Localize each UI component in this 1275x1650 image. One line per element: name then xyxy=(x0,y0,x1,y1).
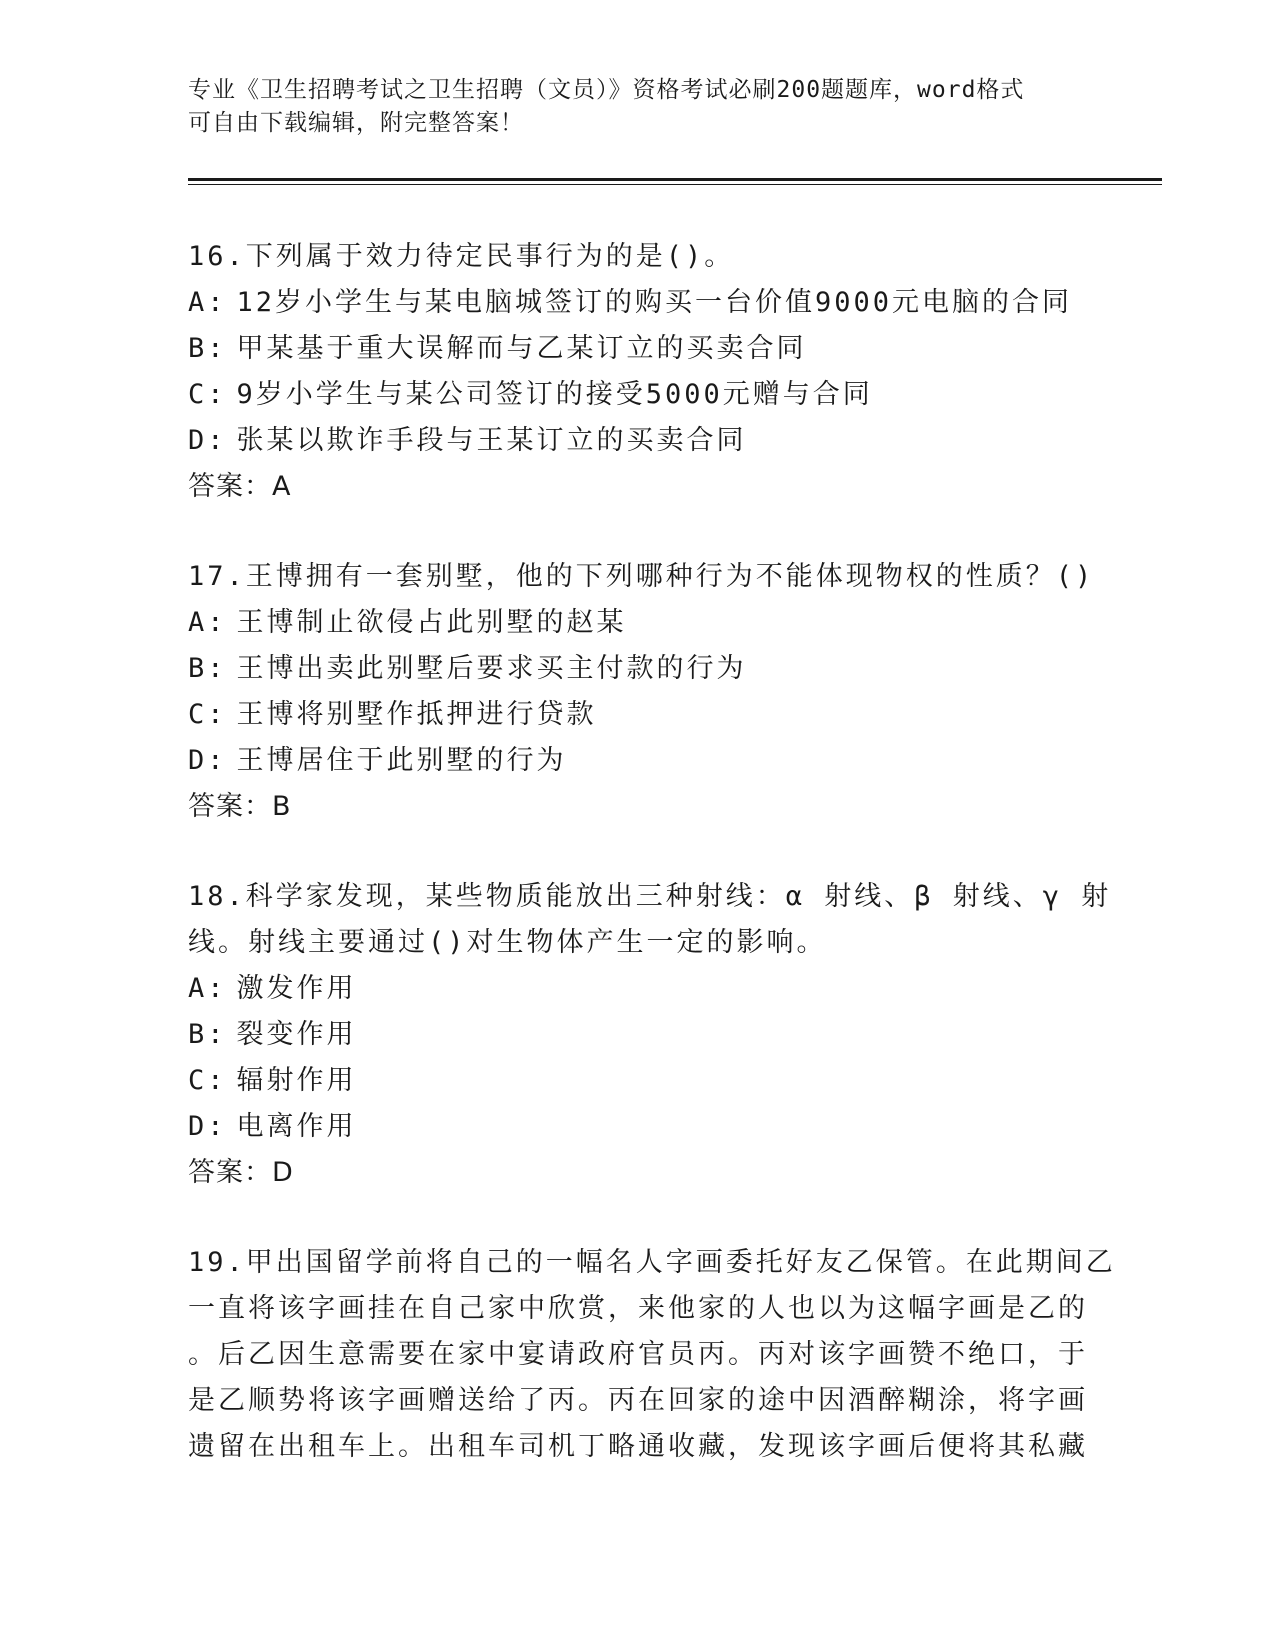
option-key: B: xyxy=(188,333,227,364)
option-key: B: xyxy=(188,1019,227,1050)
option-a xyxy=(188,966,1088,1012)
option-c xyxy=(188,372,1088,418)
option-text: 张某以欺诈手段与王某订立的买卖合同 xyxy=(236,425,747,456)
header-divider-thick xyxy=(188,178,1162,181)
question-16 xyxy=(188,234,1088,510)
question-stem: 16.下列属于效力待定民事行为的是()。 xyxy=(188,241,735,272)
option-text: 王博将别墅作抵押进行贷款 xyxy=(236,699,597,730)
option-text: 激发作用 xyxy=(236,973,357,1004)
question-17 xyxy=(188,554,1095,830)
question-stem: 19.甲出国留学前将自己的一幅名人字画委托好友乙保管。在此期间乙 xyxy=(188,1247,1116,1278)
option-text: 12岁小学生与某电脑城签订的购买一台价值9000元电脑的合同 xyxy=(236,287,1073,318)
question-18 xyxy=(188,874,1112,1196)
answer-line: 答案：D xyxy=(188,1157,294,1188)
answer-line: 答案：A xyxy=(188,471,292,502)
option-key: D: xyxy=(188,1111,227,1142)
question-stem-continued: 一直将该字画挂在自己家中欣赏，来他家的人也以为这幅字画是乙的 xyxy=(188,1293,1088,1324)
question-stem-continued: 遗留在出租车上。出租车司机丁略通收藏，发现该字画后便将其私藏 xyxy=(188,1431,1088,1462)
option-b xyxy=(188,646,1088,692)
option-a xyxy=(188,280,1088,326)
header-line-1: 专业《卫生招聘考试之卫生招聘（文员）》资格考试必刷200题题库，word格式 xyxy=(188,77,1025,103)
option-text: 王博出卖此别墅后要求买主付款的行为 xyxy=(236,653,747,684)
question-stem-continued: 线。射线主要通过()对生物体产生一定的影响。 xyxy=(188,927,827,958)
question-stem-continued: 是乙顺势将该字画赠送给了丙。丙在回家的途中因酒醉糊涂，将字画 xyxy=(188,1385,1088,1416)
option-b xyxy=(188,1012,1088,1058)
option-text: 王博居住于此别墅的行为 xyxy=(236,745,567,776)
option-key: A: xyxy=(188,973,227,1004)
header-divider-thin xyxy=(188,184,1162,185)
question-stem: 18.科学家发现，某些物质能放出三种射线：α 射线、β 射线、γ 射 xyxy=(188,881,1112,912)
option-key: D: xyxy=(188,745,227,776)
option-key: D: xyxy=(188,425,227,456)
option-c xyxy=(188,692,1088,738)
question-stem-continued: 。后乙因生意需要在家中宴请政府官员丙。丙对该字画赞不绝口，于 xyxy=(188,1339,1088,1370)
option-text: 9岁小学生与某公司签订的接受5000元赠与合同 xyxy=(236,379,873,410)
answer-line: 答案：B xyxy=(188,791,292,822)
question-stem: 17.王博拥有一套别墅，他的下列哪种行为不能体现物权的性质？() xyxy=(188,561,1095,592)
option-text: 王博制止欲侵占此别墅的赵某 xyxy=(236,607,627,638)
option-text: 裂变作用 xyxy=(236,1019,357,1050)
option-key: A: xyxy=(188,287,227,318)
option-key: C: xyxy=(188,699,227,730)
option-c xyxy=(188,1058,1088,1104)
option-text: 甲某基于重大误解而与乙某订立的买卖合同 xyxy=(236,333,807,364)
option-text: 电离作用 xyxy=(236,1111,357,1142)
option-key: B: xyxy=(188,653,227,684)
option-key: A: xyxy=(188,607,227,638)
option-b xyxy=(188,326,1088,372)
option-d xyxy=(188,738,1088,784)
option-key: C: xyxy=(188,379,227,410)
option-key: C: xyxy=(188,1065,227,1096)
option-d xyxy=(188,1104,1088,1150)
header-line-2: 可自由下载编辑，附完整答案！ xyxy=(188,110,524,136)
option-d xyxy=(188,418,1088,464)
question-19 xyxy=(188,1240,1116,1470)
document-header xyxy=(188,74,1088,140)
option-text: 辐射作用 xyxy=(236,1065,357,1096)
option-a xyxy=(188,600,1088,646)
